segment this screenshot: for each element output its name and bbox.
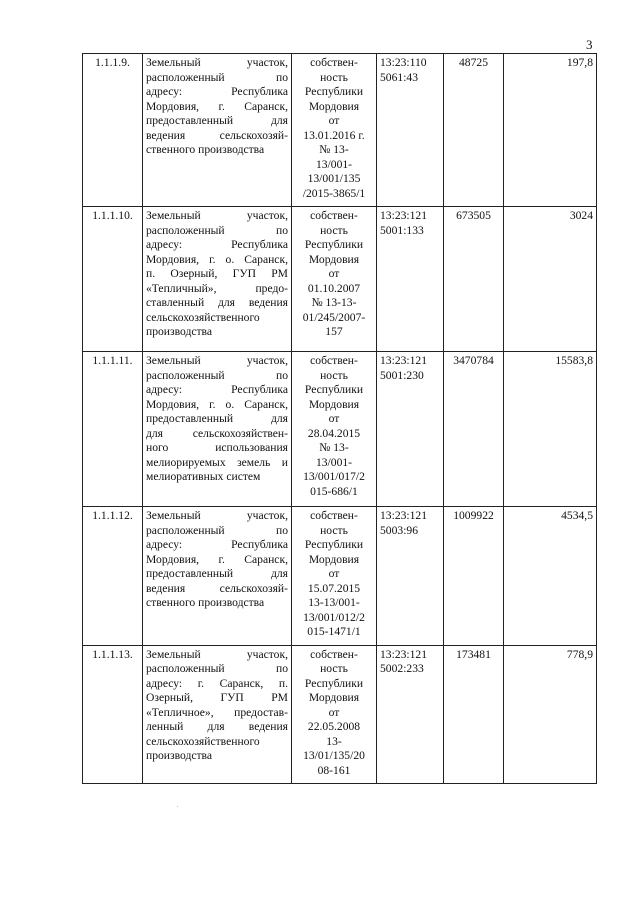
item-number: 1.1.1.12. [83,507,143,646]
cell-line: 13/001/135 [307,172,361,185]
cell-line: производства [146,325,213,338]
item-number: 1.1.1.11. [83,352,143,507]
cell-line: ность [320,523,348,537]
plot-area: 1009922 [444,507,504,646]
cell-line: ного использования [146,441,288,454]
scan-speck [177,806,178,807]
cell-line: Мордовия, г. о. Саранск, [146,397,288,411]
cadastral-value: 3024 [504,207,597,352]
cell-line: мелиорируемых земель и [146,455,288,469]
item-number: 1.1.1.13. [83,645,143,784]
cell-line: Мордовия, г. Саранск, [146,552,288,566]
cell-line: 5001:230 [380,368,424,382]
cell-line: адресу: Республика [146,383,288,396]
cell-line: ведения сельскохозяй- [146,581,288,595]
plot-description [143,352,292,507]
cell-line: расположенный по [146,662,288,675]
cell-line: Земельный участок, [146,509,288,522]
cadastral-value: 778,9 [504,645,597,784]
table-row [83,207,597,352]
cell-line: «Тепличное», предостав- [146,705,288,719]
page-number: 3 [586,37,593,52]
cadastral-number [377,507,444,646]
cell-line: Мордовия [308,252,360,266]
cell-line: предоставленный для [146,412,288,425]
cell-line: собствен- [310,354,358,367]
cell-line: 5001:133 [380,223,424,237]
cell-line: /2015-3865/1 [302,186,366,200]
plot-description [143,507,292,646]
cell-line: 5003:96 [380,523,419,537]
ownership-right [292,507,377,646]
cell-line: 13/001- [315,455,353,469]
cell-line: собствен- [310,209,358,222]
cell-line: 22.05.2008 [307,720,361,733]
cadastral-number [377,352,444,507]
cell-line: Мордовия [308,691,360,704]
table-row [83,54,597,207]
cell-line: ность [320,70,348,84]
cell-line: 13:23:121 [380,209,428,222]
cell-line: сельскохозяйственного [146,310,260,324]
cell-line: ственного производства [146,143,265,156]
ownership-right [292,645,377,784]
cell-line: № 13- [319,143,349,156]
cell-line: Мордовия [308,397,360,411]
cell-line: 157 [325,325,343,338]
cell-line: 13- [326,734,342,748]
ownership-right [292,207,377,352]
ownership-right [292,54,377,207]
cell-line: расположенный по [146,368,288,382]
cell-line: расположенный по [146,70,288,84]
cell-line: «Тепличный», предо- [146,281,288,295]
cell-line: адресу: Республика [146,538,288,551]
item-number: 1.1.1.10. [83,207,143,352]
cadastral-number [377,207,444,352]
cell-line: 13:23:121 [380,509,428,522]
cell-line: от [328,567,340,580]
cell-line: 13/001/012/2 [303,610,365,624]
cell-line: предоставленный для [146,114,288,127]
table-row [83,645,597,784]
cadastral-value: 15583,8 [504,352,597,507]
plot-description [143,645,292,784]
cell-line: 13:23:121 [380,647,428,661]
cell-line: адресу: Республика [146,238,288,251]
cadastral-value: 197,8 [504,54,597,207]
cell-line: Мордовия, г. о. Саранск, [146,252,288,266]
cell-line: от [328,114,340,127]
cell-line: 15.07.2015 [307,581,361,595]
cell-line: 08-161 [317,763,351,777]
cell-line: Земельный участок, [146,209,288,222]
cell-line: Республики [304,676,364,690]
cell-line: 13:23:121 [380,354,428,367]
plot-area: 673505 [444,207,504,352]
cell-line: 13:23:110 [380,56,427,69]
cell-line: п. Озерный, ГУП РМ [146,267,288,280]
cell-line: 01.10.2007 [307,281,361,295]
cell-line: Мордовия [308,552,360,566]
cell-line: 015-1471/1 [307,625,361,638]
cell-line: ность [320,662,348,675]
table-row [83,352,597,507]
cell-line: Республики [304,383,364,396]
cell-line: от [328,412,340,425]
cell-line: адресу: Республика [146,85,288,98]
plot-description [143,54,292,207]
cell-line: Земельный участок, [146,56,288,69]
plot-area: 3470784 [444,352,504,507]
cell-line: Озерный, ГУП РМ [146,691,288,704]
plot-description [143,207,292,352]
cell-line: 13/01/135/20 [303,749,365,762]
cell-line: ленный для ведения [146,720,288,733]
item-number: 1.1.1.9. [83,54,143,207]
cell-line: Мордовия [308,99,360,113]
cell-line: Земельный участок, [146,354,288,367]
cell-line: расположенный по [146,223,288,237]
cell-line: Мордовия, г. Саранск, [146,99,288,113]
cell-line: ственного производства [146,596,265,609]
cell-line: от [328,705,340,719]
plot-area: 173481 [444,645,504,784]
cell-line: от [328,267,340,280]
cell-line: ность [320,223,348,237]
cell-line: 13/001- [315,157,353,171]
cell-line: собствен- [310,56,358,69]
cell-line: 5002:233 [380,662,424,675]
cell-line: 13.01.2016 г. [303,128,365,142]
cell-line: производства [146,749,213,762]
cadastral-number [377,54,444,207]
cell-line: адресу: г. Саранск, п. [146,676,288,690]
cell-line: Республики [304,85,364,98]
cell-line: № 13-13- [311,296,357,309]
land-plots-table [82,53,597,784]
cell-line: собствен- [310,509,358,522]
cell-line: Республики [304,238,364,251]
plot-area: 48725 [444,54,504,207]
cell-line: мелиоративных систем [146,470,261,483]
cell-line: № 13- [319,441,349,454]
cell-line: собствен- [310,647,358,661]
cell-line: 28.04.2015 [307,426,361,440]
cell-line: 5061:43 [380,70,419,84]
cell-line: Республики [304,538,364,551]
cell-line: Земельный участок, [146,647,288,661]
table-row [83,507,597,646]
cell-line: ведения сельскохозяй- [146,128,288,142]
cadastral-value: 4534,5 [504,507,597,646]
cell-line: предоставленный для [146,567,288,580]
cell-line: 13/001/017/2 [303,470,365,483]
cadastral-number [377,645,444,784]
cell-line: 015-686/1 [310,484,358,498]
cell-line: для сельскохозяйствен- [146,426,288,440]
cell-line: сельскохозяйственного [146,734,260,748]
cell-line: расположенный по [146,523,288,537]
cell-line: ставленный для ведения [146,296,288,309]
cell-line: 01/245/2007- [302,310,366,324]
cell-line: ность [320,368,348,382]
cell-line: 13-13/001- [308,596,360,609]
ownership-right [292,352,377,507]
